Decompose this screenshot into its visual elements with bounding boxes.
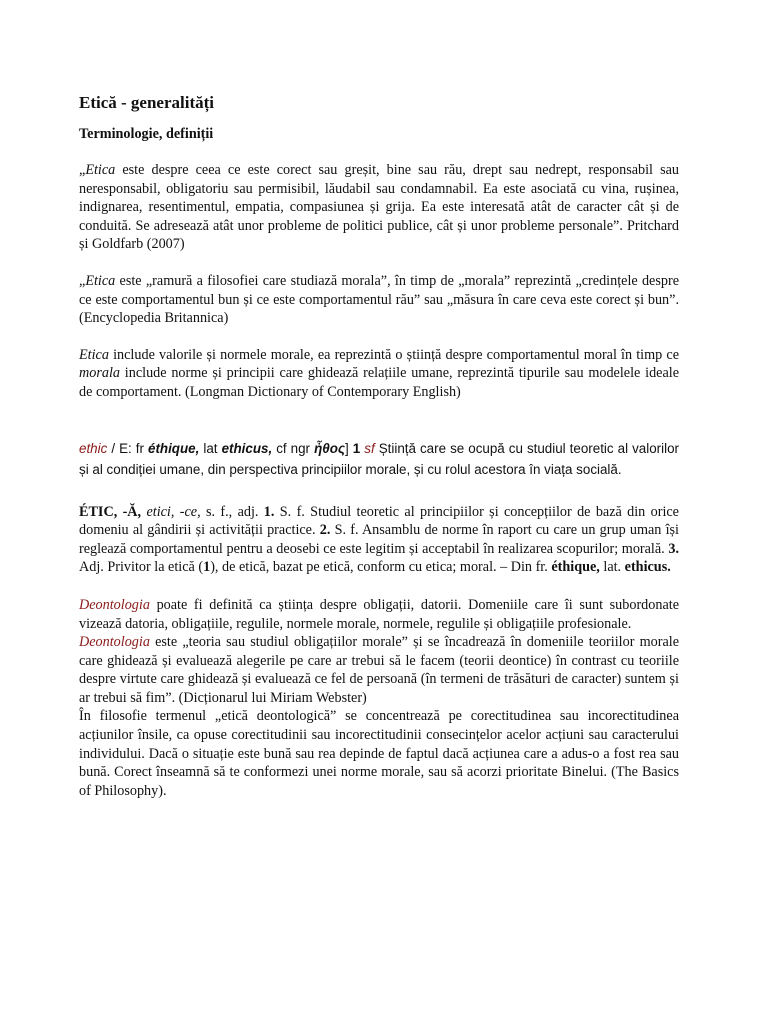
term-etica: Etica xyxy=(85,162,116,178)
term-etica: Etica xyxy=(79,346,109,363)
paragraph-deontologia-definition: Deontologia poate fi definită ca știința despre obligații, datorii. Domeniile care îi sunt subordonate vizează datoria, obligațiile, regulile, normele morale, normele, regulile și obligațiile profesionale. xyxy=(79,596,679,632)
document-title: Etică - generalități xyxy=(79,93,215,112)
paragraph-pritchard: „Etica este despre ceea ce este corect sau greșit, bine sau rău, drept sau nedrept, responsabil sau neresponsabil, obligatoriu sau permisibil, lăudabil sau condamnabil. Ea este asociată cu vina, rușinea, indignarea, resentimentul, empatia, compasiunea și grija. Ea este interesată atât de caracter cât și de conduită. Se adresează atât unor probleme de politici publice, cât și unor probleme personale”. Pritchard și Goldfarb (2007) xyxy=(79,162,679,253)
term-etica: Etica xyxy=(85,272,116,289)
paragraph-deontologia-webster: Deontologia este „teoria sau studiul obligațiilor morale” și se încadrează în domeniile teoriilor morale care ghidează și evaluează alegerile pe care ar trebui să le facem (teorii deontice) în contrast cu teoriile despre virtute care ghidează și evaluează ce fel de persoană (în termeni de trăsături de caracter) suntem și ar trebui să fim”. (Dicționarul lui Miriam Webster) xyxy=(79,634,679,706)
paragraph-basics-of-philosophy: În filosofie termenul „etică deontologică” se concentrează pe corectitudinea sau incorectitudinea acțiunilor însile, ca opuse corectitudinii sau incorectitudinii consecințelor acelor acțiuni sau caracterului individului. Dacă o situație este bună sau rea depinde de faptul dacă acțiunea care a adus-o a fost rea sau bună. Corect înseamnă să te conformezi unei norme morale, sau să acorzi prioritate Binelui. (The Basics of Philosophy). xyxy=(79,708,679,799)
dictionary-entry-ethic: ethic / E: fr éthique, lat ethicus, cf ngr ἦθος] 1 sf Știință care se ocupă cu studiul teoretic al valorilor și al condiției umane, din perspectiva principiilor morale, și cu rolul acestora în viața socială. xyxy=(79,440,679,477)
dictionary-entry-etic: ÉTIC, -Ă, etici, -ce, s. f., adj. 1. S. f. Studiul teoretic al principiilor și concepțiilor de bază din orice domeniu al gândirii și activității practice. 2. S. f. Ansamblu de norme în raport cu care un grup uman își reglează comportamentul pentru a deosebi ce este legitim și acceptabil în realizarea scopurilor; morală. 3. Adj. Privitor la etică (1), de etică, bazat pe etică, conform cu etica; moral. – Din fr. éthique, lat. ethicus. xyxy=(79,503,680,576)
paragraph-longman: Etica include valorile și normele morale, ea reprezintă o știință despre comportamentul moral în timp ce morala include norme și principii care ghidează relațiile umane, reprezintă tipurile sau modelele ideale de comportament. (Longman Dictionary of Contemporary English) xyxy=(79,346,679,400)
headword-ethic: ethic xyxy=(79,440,108,456)
document-body xyxy=(79,92,679,800)
headword-etic: ÉTIC, -Ă, xyxy=(79,503,142,520)
term-deontologia: Deontologia xyxy=(79,634,150,651)
section-heading: Terminologie, definiții xyxy=(79,126,214,142)
paragraph-britannica: „Etica este „ramură a filosofiei care studiază morala”, în timp de „morala” reprezintă „credințele despre ce este comportamentul bun și ce este comportamentul rău” sau „măsura în care ceva este corect și bun”. (Encyclopedia Britannica) xyxy=(79,272,679,327)
term-morala: morala xyxy=(79,365,120,382)
term-deontologia: Deontologia xyxy=(79,596,150,613)
